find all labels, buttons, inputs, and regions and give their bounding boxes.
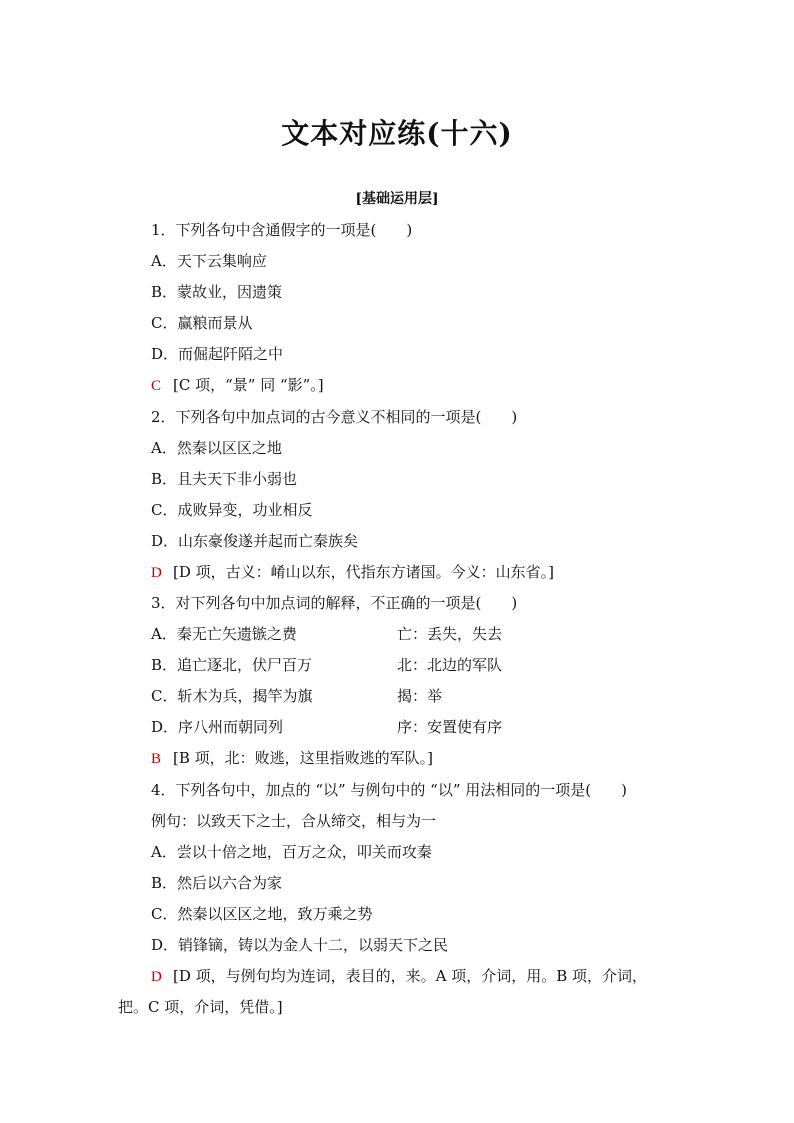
question-4-example: 例句：以致天下之士，合从缔交，相与为一 <box>151 812 437 830</box>
question-3-option-b <box>151 654 312 676</box>
question-1-option-d: D．而倔起阡陌之中 <box>151 345 284 363</box>
question-2-option-c: C．成败异变，功业相反 <box>151 501 313 519</box>
question-1-stem: 1．下列各句中含通假字的一项是( ) <box>151 221 413 239</box>
page-title: 文本对应练(十六) <box>281 117 513 150</box>
question-4-option-d: D．销锋镝，铸以为金人十二，以弱天下之民 <box>151 936 449 954</box>
question-2-option-a: A．然秦以区区之地 <box>151 439 282 457</box>
answer-letter: C <box>151 378 162 394</box>
question-1-option-a: A．天下云集响应 <box>151 252 267 270</box>
question-2-option-d: D．山东豪俊遂并起而亡秦族矣 <box>151 532 359 550</box>
question-3-stem: 3．对下列各句中加点词的解释，不正确的一项是( ) <box>151 594 518 612</box>
question-3-option-c <box>151 685 312 707</box>
answer-explanation: [C 项，“景” 同 “影”。] <box>173 376 324 394</box>
option-sentence: B．追亡逐北，伏尸百万 <box>151 656 313 674</box>
answer-explanation: [D 项，古义：崤山以东，代指东方诸国。今义：山东省。] <box>173 563 555 581</box>
question-2-stem: 2．下列各句中加点词的古今意义不相同的一项是( ) <box>151 408 518 426</box>
question-3-option-b-gloss: 北：北边的军队 <box>397 656 503 674</box>
option-sentence: A．秦无亡矢遗镞之费 <box>151 625 297 643</box>
question-3-option-c-gloss: 揭：举 <box>397 687 443 705</box>
answer-letter: B <box>151 751 162 767</box>
option-sentence: C．斩木为兵，揭竿为旗 <box>151 687 313 705</box>
question-3-option-a <box>151 623 297 645</box>
answer-letter: D <box>151 969 162 985</box>
question-4-option-b: B．然后以六合为家 <box>151 874 283 892</box>
section-label: [基础运用层] <box>355 191 439 207</box>
question-4-stem: 4．下列各句中，加点的 “以” 与例句中的 “以” 用法相同的一项是( ) <box>151 781 627 799</box>
question-3-option-d-gloss: 序：安置使有序 <box>397 718 503 736</box>
question-4-answer-continued: 把。C 项，介词，凭借。] <box>118 998 283 1016</box>
question-3-option-a-gloss: 亡：丢失，失去 <box>397 625 503 643</box>
question-3-answer <box>151 747 433 770</box>
question-3-option-d <box>151 716 283 738</box>
question-4-option-c: C．然秦以区区之地，致万乘之势 <box>151 905 373 923</box>
question-1-option-b: B．蒙故业，因遗策 <box>151 283 283 301</box>
answer-explanation: [B 项，北：败逃，这里指败逃的军队。] <box>173 749 433 767</box>
answer-letter: D <box>151 565 162 581</box>
question-4-option-a: A．尝以十倍之地，百万之众，叩关而攻秦 <box>151 843 432 861</box>
question-2-option-b: B．且夫天下非小弱也 <box>151 470 298 488</box>
question-2-answer <box>151 561 554 584</box>
answer-explanation: [D 项，与例句均为连词，表目的，来。A 项，介词，用。B 项，介词， <box>173 967 648 985</box>
option-sentence: D．序八州而朝同列 <box>151 718 284 736</box>
question-1-option-c: C．赢粮而景从 <box>151 314 253 332</box>
question-4-answer <box>151 965 647 988</box>
question-1-answer <box>151 374 324 397</box>
